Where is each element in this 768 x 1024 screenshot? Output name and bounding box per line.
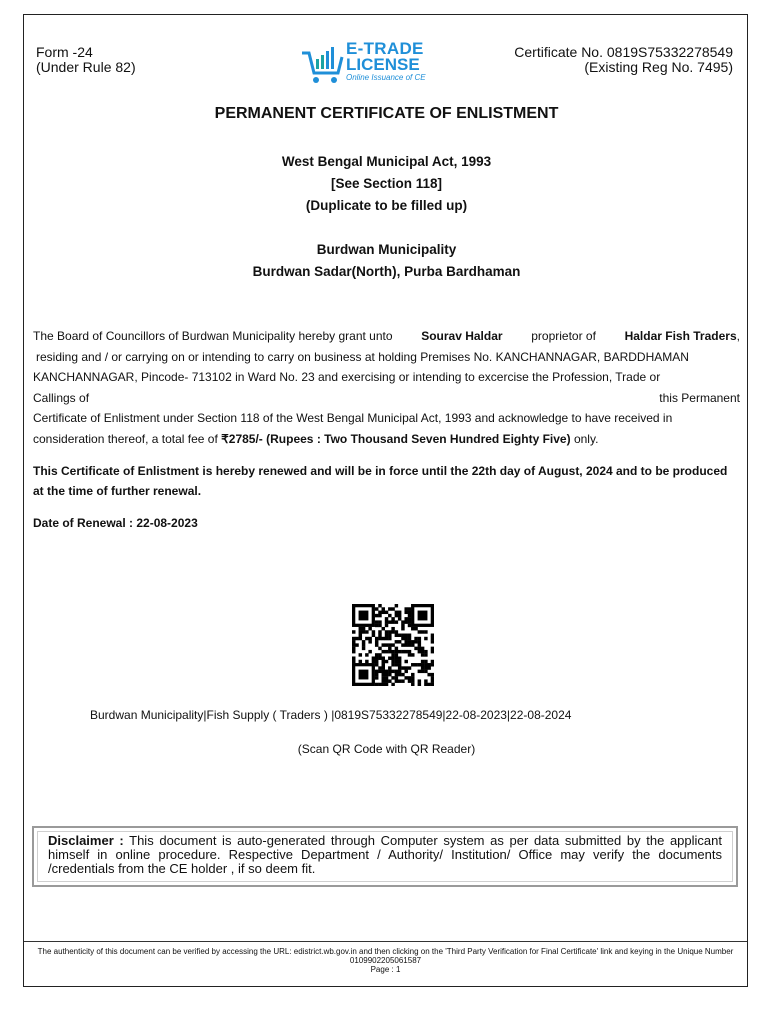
under-rule: (Under Rule 82) (36, 59, 136, 75)
etrade-license-logo (300, 41, 426, 93)
form-number-block (36, 45, 136, 75)
shopping-cart-icon (300, 43, 346, 91)
qr-code-image (352, 604, 434, 686)
footer (30, 947, 741, 974)
disclaimer-body: This document is auto-generated through Computer system as per data submitted by the applicant himself in online procedure. Respective Department / Authority/ Institution/ Office may verify the documents /credentials from the CE holder , if so deem fit. (48, 833, 722, 876)
text-only: only. (573, 431, 599, 446)
logo-text (346, 41, 426, 83)
form-number: Form -24 (36, 44, 93, 60)
municipality-location: Burdwan Sadar(North), Purba Bardhaman (252, 264, 521, 279)
paragraph-line-6 (33, 429, 740, 450)
qr-finder-square (359, 611, 369, 621)
qr-code[interactable] (352, 604, 434, 686)
paragraph-line-5 (33, 408, 740, 429)
certificate-number-block (514, 45, 733, 75)
text-this-permanent: this Permanent (659, 390, 740, 405)
fee-amount: ₹2785/- (Rupees : Two Thousand Seven Hundred Eighty Five) (221, 431, 571, 446)
text-proprietor-of: proprietor of (531, 329, 596, 343)
logo-line2: LICENSE (346, 55, 420, 74)
paragraph-line-4 (33, 388, 740, 409)
disclaimer-text-block (48, 834, 722, 876)
qr-scan-hint: (Scan QR Code with QR Reader) (297, 742, 476, 756)
paragraph-line-1: The Board of Councillors of Burdwan Municipality hereby grant unto Sourav Haldar proprietor of Haldar Fish Traders, (33, 326, 740, 347)
act-name: West Bengal Municipal Act, 1993 (281, 154, 492, 169)
text-callings-of: Callings of (33, 390, 90, 405)
renewal-date: Date of Renewal : 22-08-2023 (33, 516, 198, 530)
text-grant: The Board of Councillors of Burdwan Municipality hereby grant unto (33, 329, 393, 343)
renewal-statement: This Certificate of Enlistment is hereby renewed and will be in force until the 22th day of August, 2024 and to be produced at the time of further renewal. (33, 464, 728, 498)
text-residing: residing and / or carrying on or intending to carry on business at holding Premises No. KANCHANNAGAR, BARDDHAMAN (36, 349, 689, 364)
business-name: Haldar Fish Traders (624, 329, 737, 343)
logo-line1: E-TRADE (346, 39, 424, 58)
municipality-block (24, 239, 749, 283)
certificate-page (23, 14, 748, 987)
qr-code-text: Burdwan Municipality|Fish Supply ( Traders ) |0819S75332278549|22-08-2023|22-08-2024 (90, 708, 572, 722)
disclaimer-box (32, 826, 738, 887)
page-number: Page : 1 (370, 965, 401, 974)
proprietor-name: Sourav Haldar (421, 329, 503, 343)
paragraph-line-3 (33, 367, 740, 388)
certificate-number: Certificate No. 0819S75332278549 (514, 44, 733, 60)
page-title: PERMANENT CERTIFICATE OF ENLISTMENT (214, 105, 559, 122)
text-consideration: consideration thereof, a total fee of (33, 431, 218, 446)
existing-reg-number: (Existing Reg No. 7495) (584, 59, 733, 75)
disclaimer-label: Disclaimer : (48, 833, 124, 848)
qr-finder-square (418, 611, 428, 621)
grant-paragraph (33, 326, 740, 449)
text-section: Certificate of Enlistment under Section 118 of the West Bengal Municipal Act, 1993 and acknowledge to have received in (33, 411, 673, 425)
paragraph-line-2 (33, 347, 740, 368)
verification-note: The authenticity of this document can be verified by accessing the URL: edistrict.wb.gov.in and then clicking on the 'Third Party Verification for Final Certificate' link and keying in the Unique Number 0109902205061587 (37, 947, 734, 965)
act-note: (Duplicate to be filled up) (305, 198, 468, 213)
logo-tagline: Online Issuance of CE (346, 73, 426, 82)
act-section: [See Section 118] (330, 176, 443, 191)
qr-finder-square (359, 670, 369, 680)
act-block (24, 151, 749, 217)
footer-divider (24, 941, 747, 942)
text-address: KANCHANNAGAR, Pincode- 713102 in Ward No. 23 and exercising or intending to excercise the Profession, Trade or (33, 370, 661, 384)
municipality-name: Burdwan Municipality (316, 242, 457, 257)
